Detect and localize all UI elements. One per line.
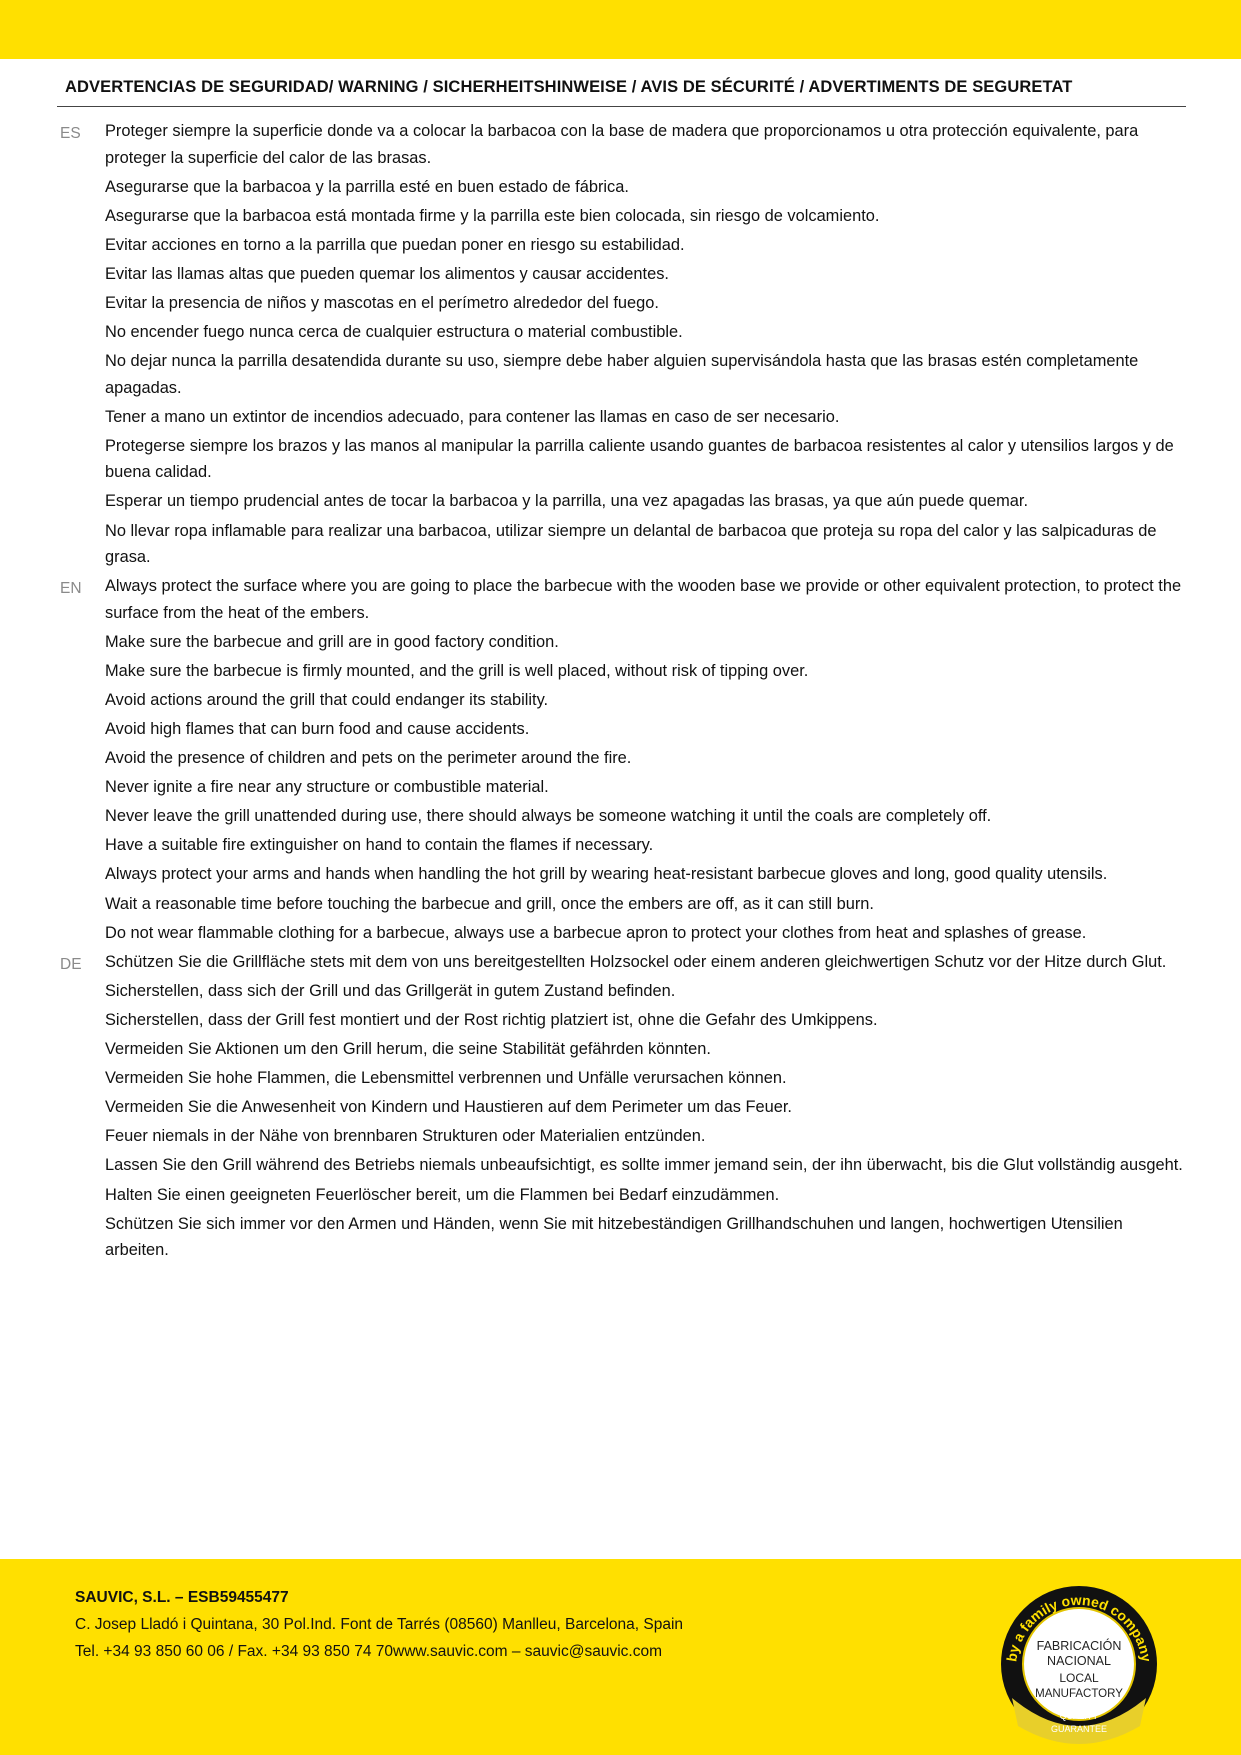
list-item: Feuer niemals in der Nähe von brennbaren Strukturen oder Materialien entzünden. [105, 1127, 706, 1146]
list-item: Vermeiden Sie die Anwesenheit von Kindern und Haustieren auf dem Perimeter um das Feuer. [105, 1098, 792, 1117]
top-yellow-band [0, 0, 1241, 59]
list-item: Avoid high flames that can burn food and cause accidents. [105, 720, 530, 738]
list-item: Proteger siempre la superficie donde va a colocar la barbacoa con la base de madera que proporcionamos u otra protección equivalente, para proteger la superficie del calor de las brasas. [105, 122, 1139, 167]
list-item: No llevar ropa inflamable para realizar una barbacoa, utilizar siempre un delantal de barbacoa que proteja su ropa del calor y las salpicaduras de grasa. [105, 521, 1157, 567]
list-item: Sicherstellen, dass der Grill fest montiert und der Rost richtig platziert ist, ohne die Gefahr des Umkippens. [105, 1010, 878, 1029]
list-item: Sicherstellen, dass sich der Grill und das Grillgerät in gutem Zustand befinden. [105, 981, 676, 1000]
list-item: Make sure the barbecue is firmly mounted, and the grill is well placed, without risk of tipping over. [105, 661, 809, 680]
list-item: Never ignite a fire near any structure or combustible material. [105, 778, 549, 797]
seal-arc-text: by a family owned company [1003, 1591, 1155, 1663]
seal-ribbon-text-1: QUALITY [1059, 1711, 1099, 1721]
quality-seal-logo [994, 1576, 1164, 1746]
list-item: No dejar nunca la parrilla desatendida durante su uso, siempre debe haber alguien supervisándola hasta que las brasas estén completamente apagadas. [105, 352, 1139, 397]
seal-icon [994, 1576, 1164, 1746]
section-de [57, 949, 1187, 1264]
list-item: Evitar la presencia de niños y mascotas en el perímetro alrededor del fuego. [105, 293, 659, 312]
list-item: Schützen Sie sich immer vor den Armen und Händen, wenn Sie mit hitzebeständigen Grillhandschuhen und langen, hochwertigen Utensilien arbeiten. [105, 1214, 1123, 1260]
list-item: Tener a mano un extintor de incendios adecuado, para contener las llamas en caso de ser necesario. [105, 407, 840, 426]
warnings-content [57, 118, 1187, 1266]
company-contact: Tel. +34 93 850 60 06 / Fax. +34 93 850 74 70www.sauvic.com – sauvic@sauvic.com [75, 1643, 662, 1660]
company-name: SAUVIC, S.L. – ESB59455477 [75, 1589, 289, 1606]
list-item: No encender fuego nunca cerca de cualquier estructura o material combustible. [105, 323, 683, 342]
seal-line-1: FABRICACIÓN [1036, 1639, 1122, 1653]
language-label: ES [60, 125, 81, 142]
list-item: Lassen Sie den Grill während des Betriebs niemals unbeaufsichtigt, es sollte immer jemand sein, der ihn überwacht, bis die Glut vollständig ausgeht. [105, 1156, 1183, 1175]
header-divider [57, 106, 1186, 107]
section-es [57, 118, 1187, 571]
list-item: Asegurarse que la barbacoa y la parrilla esté en buen estado de fábrica. [105, 177, 629, 196]
list-item: Always protect the surface where you are going to place the barbecue with the wooden base we provide or other equivalent protection, to protect the surface from the heat of the embers. [105, 577, 1182, 622]
list-item: Do not wear flammable clothing for a barbecue, always use a barbecue apron to protect your clothes from heat and splashes of grease. [105, 923, 1087, 942]
seal-ribbon-text-2: GUARANTEE [1050, 1724, 1108, 1734]
list-item: Avoid actions around the grill that could endanger its stability. [105, 690, 549, 709]
seal-line-3: LOCAL [1059, 1671, 1099, 1685]
list-item: Evitar acciones en torno a la parrilla que puedan poner en riesgo su estabilidad. [105, 235, 685, 254]
language-label: DE [60, 955, 82, 973]
list-item: Wait a reasonable time before touching the barbecue and grill, once the embers are off, as it can still burn. [105, 894, 874, 913]
list-item: Asegurarse que la barbacoa está montada firme y la parrilla este bien colocada, sin riesgo de volcamiento. [105, 206, 880, 225]
company-address: C. Josep Lladó i Quintana, 30 Pol.Ind. Font de Tarrés (08560) Manlleu, Barcelona, Spain [75, 1616, 684, 1633]
seal-line-4: MANUFACTORY [1035, 1688, 1123, 1700]
list-item: Evitar las llamas altas que pueden quemar los alimentos y causar accidentes. [105, 264, 669, 283]
list-item: Have a suitable fire extinguisher on hand to contain the flames if necessary. [105, 836, 654, 855]
list-item: Vermeiden Sie hohe Flammen, die Lebensmittel verbrennen und Unfälle verursachen können. [105, 1069, 787, 1088]
list-item: Protegerse siempre los brazos y las manos al manipular la parrilla caliente usando guantes de barbacoa resistentes al calor y utensilios largos y de buena calidad. [105, 436, 1174, 482]
section-en [57, 573, 1187, 946]
list-item: Always protect your arms and hands when handling the hot grill by wearing heat-resistant barbecue gloves and long, good quality utensils. [105, 865, 1108, 884]
language-label: EN [60, 580, 82, 598]
list-item: Make sure the barbecue and grill are in good factory condition. [105, 632, 559, 651]
list-item: Vermeiden Sie Aktionen um den Grill herum, die seine Stabilität gefährden könnten. [105, 1040, 711, 1059]
list-item: Never leave the grill unattended during use, there should always be someone watching it until the coals are completely off. [105, 807, 992, 826]
list-item: Avoid the presence of children and pets on the perimeter around the fire. [105, 749, 632, 768]
list-item: Esperar un tiempo prudencial antes de tocar la barbacoa y la parrilla, una vez apagadas las brasas, ya que aún puede quemar. [105, 492, 1029, 511]
page-title: ADVERTENCIAS DE SEGURIDAD/ WARNING / SICHERHEITSHINWEISE / AVIS DE SÉCURITÉ / ADVERTIMENTS DE SEGURETAT [65, 78, 1073, 96]
seal-line-2: NACIONAL [1047, 1654, 1111, 1668]
list-item: Halten Sie einen geeigneten Feuerlöscher bereit, um die Flammen bei Bedarf einzudämmen. [105, 1185, 780, 1204]
list-item: Schützen Sie die Grillfläche stets mit dem von uns bereitgestellten Holzsockel oder einem anderen gleichwertigen Schutz vor der Hitze durch Glut. [105, 952, 1167, 971]
